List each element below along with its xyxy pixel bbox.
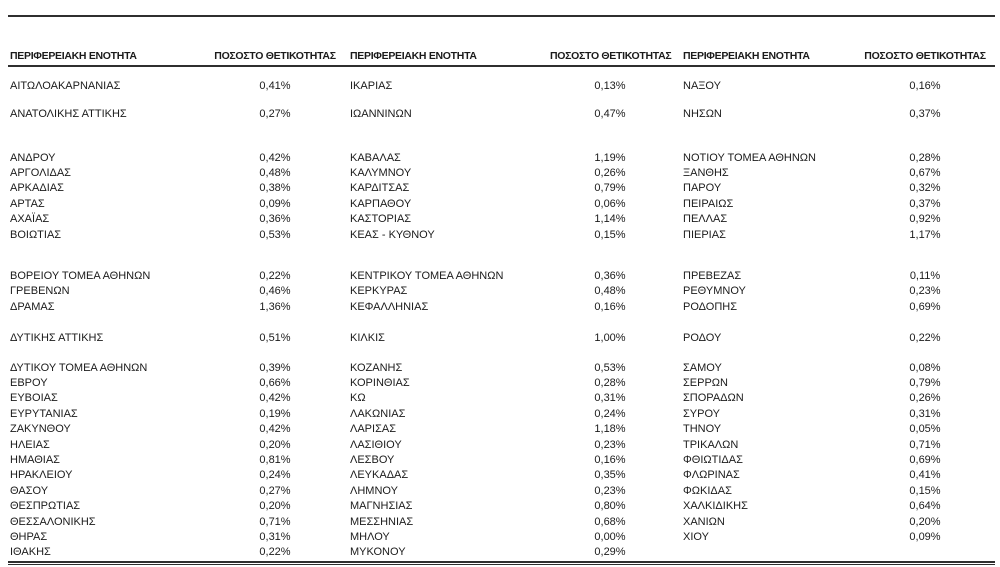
positivity-value-cell: 0,16% <box>594 300 626 313</box>
table-row <box>8 212 995 227</box>
positivity-value-cell: 0,26% <box>909 392 941 405</box>
region-name-cell: ΛΕΥΚΑΔΑΣ <box>350 469 409 482</box>
positivity-value-cell: 0,32% <box>909 182 941 195</box>
spacer-cell <box>8 315 995 331</box>
positivity-value-cell: 0,06% <box>594 197 626 210</box>
positivity-value-cell: 0,37% <box>909 197 941 210</box>
region-name-cell: ΚΑΡΠΑΘΟΥ <box>350 197 412 210</box>
positivity-value-cell: 0,09% <box>909 530 941 543</box>
positivity-value-cell: 0,67% <box>909 167 941 180</box>
spacer-cell <box>8 128 995 150</box>
region-name-cell: ΚΟΡΙΝΘΙΑΣ <box>350 376 410 389</box>
region-name-cell: ΚΕΦΑΛΛΗΝΙΑΣ <box>350 300 429 313</box>
positivity-value-cell: 0,42% <box>259 423 291 436</box>
region-name-cell: ΠΕΛΛΑΣ <box>683 213 728 226</box>
positivity-value-cell: 0,71% <box>909 438 941 451</box>
positivity-value-cell: 0,79% <box>594 182 626 195</box>
region-name-cell: ΧΙΟΥ <box>683 530 709 543</box>
table-row <box>8 299 995 314</box>
region-name-cell: ΛΗΜΝΟΥ <box>350 484 398 497</box>
region-name-cell: ΠΕΙΡΑΙΩΣ <box>683 197 734 210</box>
table-row <box>8 360 995 375</box>
table-row <box>8 391 995 406</box>
positivity-value-cell: 0,28% <box>909 151 941 164</box>
spacer-cell <box>8 346 995 360</box>
positivity-value-cell: 0,46% <box>259 285 291 298</box>
positivity-value-cell: 0,48% <box>594 285 626 298</box>
region-name-cell: ΠΙΕΡΙΑΣ <box>683 228 726 241</box>
positivity-value-cell: 0,22% <box>909 332 941 345</box>
positivity-value-cell: 0,38% <box>259 182 291 195</box>
region-name-cell: ΚΑΡΔΙΤΣΑΣ <box>350 182 410 195</box>
region-name-cell: ΛΕΣΒΟΥ <box>350 453 395 466</box>
positivity-value-cell: 0,42% <box>259 151 291 164</box>
positivity-value-cell: 1,17% <box>909 228 941 241</box>
region-name-cell: ΝΗΣΩΝ <box>683 108 722 120</box>
table-row <box>8 72 995 100</box>
positivity-value-cell: 0,27% <box>259 108 291 120</box>
region-name-cell: ΣΑΜΟΥ <box>683 361 722 374</box>
spacer-row <box>8 315 995 331</box>
region-name-cell: ΧΑΛΚΙΔΙΚΗΣ <box>683 500 748 513</box>
region-name-cell: ΤΗΝΟΥ <box>683 423 722 436</box>
positivity-value-cell: 0,00% <box>594 530 626 543</box>
region-name-cell: ΑΝΔΡΟΥ <box>10 151 56 164</box>
table-row <box>8 468 995 483</box>
region-name-cell: ΑΡΚΑΔΙΑΣ <box>10 182 64 195</box>
positivity-value-cell: 0,71% <box>259 515 291 528</box>
positivity-value-cell: 0,92% <box>909 213 941 226</box>
table-bottom-rule-thin <box>8 564 995 565</box>
region-name-cell: ΗΜΑΘΙΑΣ <box>10 453 60 466</box>
region-name-cell: ΘΕΣΠΡΩΤΙΑΣ <box>10 500 81 513</box>
positivity-value-cell: 0,81% <box>259 453 291 466</box>
region-name-cell: ΞΑΝΘΗΣ <box>683 167 729 180</box>
region-name-cell: ΒΟΡΕΙΟΥ ΤΟΜΕΑ ΑΘΗΝΩΝ <box>10 270 151 283</box>
region-name-cell: ΡΟΔΟΠΗΣ <box>683 300 738 313</box>
table-row <box>8 498 995 513</box>
positivity-value-cell: 0,13% <box>594 80 626 92</box>
region-name-cell: ΡΕΘΥΜΝΟΥ <box>683 285 746 298</box>
positivity-value-cell: 0,36% <box>594 270 626 283</box>
positivity-value-cell: 1,14% <box>594 213 626 226</box>
region-name-cell: ΚΙΛΚΙΣ <box>350 332 385 345</box>
positivity-value-cell: 1,36% <box>259 300 291 313</box>
positivity-value-cell: 0,20% <box>259 500 291 513</box>
region-name-cell: ΘΗΡΑΣ <box>10 530 48 543</box>
region-name-cell <box>670 545 855 560</box>
region-name-cell: ΝΑΞΟΥ <box>683 80 721 92</box>
table-header <box>8 17 995 66</box>
table-row <box>8 284 995 299</box>
table-row <box>8 452 995 467</box>
region-name-cell: ΠΑΡΟΥ <box>683 182 722 195</box>
region-name-cell: ΚΟΖΑΝΗΣ <box>350 361 403 374</box>
region-name-cell: ΦΘΙΩΤΙΔΑΣ <box>683 453 743 466</box>
region-name-cell: ΠΡΕΒΕΖΑΣ <box>683 270 742 283</box>
positivity-value-cell: 0,24% <box>259 469 291 482</box>
spacer-row <box>8 128 995 150</box>
region-name-cell: ΛΑΣΙΘΙΟΥ <box>350 438 402 451</box>
region-name-cell: ΣΠΟΡΑΔΩΝ <box>683 392 744 405</box>
positivity-value-cell: 0,08% <box>909 361 941 374</box>
spacer-cell <box>8 242 995 268</box>
region-name-cell: ΑΝΑΤΟΛΙΚΗΣ ΑΤΤΙΚΗΣ <box>10 108 127 120</box>
positivity-value-cell: 0,31% <box>594 392 626 405</box>
table-row <box>8 165 995 180</box>
region-name-cell: ΜΥΚΟΝΟΥ <box>350 546 406 559</box>
positivity-value-cell: 0,09% <box>259 197 291 210</box>
region-name-cell: ΤΡΙΚΑΛΩΝ <box>683 438 739 451</box>
positivity-value-cell: 0,48% <box>259 167 291 180</box>
table-row <box>8 331 995 346</box>
spacer-row <box>8 346 995 360</box>
region-name-cell: ΜΕΣΣΗΝΙΑΣ <box>350 515 414 528</box>
region-name-cell: ΚΑΣΤΟΡΙΑΣ <box>350 213 412 226</box>
region-name-cell: ΚΕΝΤΡΙΚΟΥ ΤΟΜΕΑ ΑΘΗΝΩΝ <box>350 270 504 283</box>
positivity-value-cell: 0,11% <box>909 270 941 283</box>
region-name-cell: ΑΡΤΑΣ <box>10 197 45 210</box>
positivity-value-cell: 0,28% <box>594 376 626 389</box>
table-row <box>8 181 995 196</box>
positivity-value-cell: 1,18% <box>594 423 626 436</box>
region-name-cell: ΦΛΩΡΙΝΑΣ <box>683 469 740 482</box>
region-name-cell: ΣΕΡΡΩΝ <box>683 376 728 389</box>
positivity-value-cell: 0,22% <box>259 546 291 559</box>
table-row <box>8 483 995 498</box>
region-name-cell: ΚΕΑΣ - ΚΥΘΝΟΥ <box>350 228 435 241</box>
positivity-value-cell: 0,15% <box>594 228 626 241</box>
positivity-value-cell: 0,05% <box>909 423 941 436</box>
positivity-value-cell: 0,19% <box>259 407 291 420</box>
table-body <box>8 66 995 560</box>
table-row <box>8 268 995 283</box>
positivity-value-cell: 0,23% <box>594 438 626 451</box>
region-name-cell: ΕΒΡΟΥ <box>10 376 48 389</box>
header-region-1: ΠΕΡΙΦΕΡΕΙΑΚΗ ΕΝΟΤΗΤΑ <box>8 17 212 66</box>
table-row <box>8 421 995 436</box>
positivity-value-cell: 0,36% <box>259 213 291 226</box>
region-name-cell: ΦΩΚΙΔΑΣ <box>683 484 732 497</box>
positivity-value-cell: 0,80% <box>594 500 626 513</box>
positivity-value-cell: 0,53% <box>594 361 626 374</box>
positivity-value-cell: 0,42% <box>259 392 291 405</box>
region-name-cell: ΜΗΛΟΥ <box>350 530 390 543</box>
region-name-cell: ΖΑΚΥΝΘΟΥ <box>10 423 71 436</box>
region-name-cell: ΔΥΤΙΚΟΥ ΤΟΜΕΑ ΑΘΗΝΩΝ <box>10 361 148 374</box>
region-name-cell: ΗΡΑΚΛΕΙΟΥ <box>10 469 73 482</box>
positivity-table-container <box>8 15 995 565</box>
region-name-cell: ΗΛΕΙΑΣ <box>10 438 50 451</box>
positivity-value-cell: 0,35% <box>594 469 626 482</box>
region-name-cell: ΑΙΤΩΛΟΑΚΑΡΝΑΝΙΑΣ <box>10 80 121 92</box>
positivity-value-cell: 0,41% <box>909 469 941 482</box>
table-row <box>8 529 995 544</box>
region-name-cell: ΙΚΑΡΙΑΣ <box>350 80 393 92</box>
region-name-cell: ΙΘΑΚΗΣ <box>10 546 51 559</box>
region-name-cell: ΒΟΙΩΤΙΑΣ <box>10 228 62 241</box>
positivity-value-cell: 0,23% <box>594 484 626 497</box>
region-name-cell: ΕΥΡΥΤΑΝΙΑΣ <box>10 407 78 420</box>
region-name-cell: ΛΑΚΩΝΙΑΣ <box>350 407 406 420</box>
region-name-cell: ΓΡΕΒΕΝΩΝ <box>10 285 70 298</box>
positivity-value-cell: 0,24% <box>594 407 626 420</box>
positivity-value-cell: 0,16% <box>594 453 626 466</box>
positivity-value-cell: 0,41% <box>259 80 291 92</box>
header-positivity-1: ΠΟΣΟΣΤΟ ΘΕΤΙΚΟΤΗΤΑΣ <box>212 17 338 66</box>
positivity-value-cell: 1,19% <box>594 151 626 164</box>
positivity-value-cell <box>855 545 995 560</box>
region-name-cell: ΧΑΝΙΩΝ <box>683 515 725 528</box>
table-row <box>8 545 995 560</box>
table-row <box>8 150 995 165</box>
positivity-value-cell: 0,20% <box>909 515 941 528</box>
positivity-value-cell: 0,53% <box>259 228 291 241</box>
region-name-cell: ΚΑΒΑΛΑΣ <box>350 151 401 164</box>
positivity-value-cell: 0,20% <box>259 438 291 451</box>
positivity-value-cell: 0,79% <box>909 376 941 389</box>
region-name-cell: ΘΕΣΣΑΛΟΝΙΚΗΣ <box>10 515 96 528</box>
positivity-value-cell: 0,26% <box>594 167 626 180</box>
region-name-cell: ΜΑΓΝΗΣΙΑΣ <box>350 500 413 513</box>
positivity-value-cell: 1,00% <box>594 332 626 345</box>
table-row <box>8 375 995 390</box>
region-name-cell: ΡΟΔΟΥ <box>683 332 722 345</box>
region-name-cell: ΑΧΑΪΑΣ <box>10 213 50 226</box>
header-row <box>8 17 995 66</box>
positivity-value-cell: 0,31% <box>259 530 291 543</box>
positivity-value-cell: 0,15% <box>909 484 941 497</box>
region-name-cell: ΙΩΑΝΝΙΝΩΝ <box>350 108 412 120</box>
positivity-value-cell: 0,69% <box>909 300 941 313</box>
region-name-cell: ΚΕΡΚΥΡΑΣ <box>350 285 408 298</box>
table-row <box>8 196 995 211</box>
positivity-value-cell: 0,31% <box>909 407 941 420</box>
table-row <box>8 514 995 529</box>
positivity-value-cell: 0,64% <box>909 500 941 513</box>
positivity-value-cell: 0,22% <box>259 270 291 283</box>
table-bottom-rule-thick <box>8 561 995 563</box>
positivity-value-cell: 0,16% <box>909 80 941 92</box>
region-name-cell: ΚΩ <box>350 392 366 405</box>
region-name-cell: ΔΡΑΜΑΣ <box>10 300 55 313</box>
region-name-cell: ΔΥΤΙΚΗΣ ΑΤΤΙΚΗΣ <box>10 332 104 345</box>
table-row <box>8 227 995 242</box>
positivity-value-cell: 0,66% <box>259 376 291 389</box>
header-positivity-3: ΠΟΣΟΣΤΟ ΘΕΤΙΚΟΤΗΤΑΣ <box>855 17 995 66</box>
positivity-value-cell: 0,37% <box>909 108 941 120</box>
positivity-value-cell: 0,29% <box>594 546 626 559</box>
table-row <box>8 100 995 128</box>
region-name-cell: ΕΥΒΟΙΑΣ <box>10 392 58 405</box>
region-name-cell: ΛΑΡΙΣΑΣ <box>350 423 397 436</box>
region-name-cell: ΚΑΛΥΜΝΟΥ <box>350 167 412 180</box>
positivity-value-cell: 0,51% <box>259 332 291 345</box>
positivity-value-cell: 0,23% <box>909 285 941 298</box>
table-row <box>8 406 995 421</box>
positivity-value-cell: 0,69% <box>909 453 941 466</box>
header-region-3: ΠΕΡΙΦΕΡΕΙΑΚΗ ΕΝΟΤΗΤΑ <box>670 17 855 66</box>
region-name-cell: ΝΟΤΙΟΥ ΤΟΜΕΑ ΑΘΗΝΩΝ <box>683 151 816 164</box>
positivity-value-cell: 0,68% <box>594 515 626 528</box>
positivity-value-cell: 0,47% <box>594 108 626 120</box>
region-name-cell: ΣΥΡΟΥ <box>683 407 721 420</box>
positivity-value-cell: 0,27% <box>259 484 291 497</box>
header-region-2: ΠΕΡΙΦΕΡΕΙΑΚΗ ΕΝΟΤΗΤΑ <box>338 17 550 66</box>
table-row <box>8 437 995 452</box>
positivity-table <box>8 17 995 560</box>
spacer-row <box>8 242 995 268</box>
region-name-cell: ΘΑΣΟΥ <box>10 484 49 497</box>
header-positivity-2: ΠΟΣΟΣΤΟ ΘΕΤΙΚΟΤΗΤΑΣ <box>550 17 670 66</box>
positivity-value-cell: 0,39% <box>259 361 291 374</box>
region-name-cell: ΑΡΓΟΛΙΔΑΣ <box>10 167 71 180</box>
